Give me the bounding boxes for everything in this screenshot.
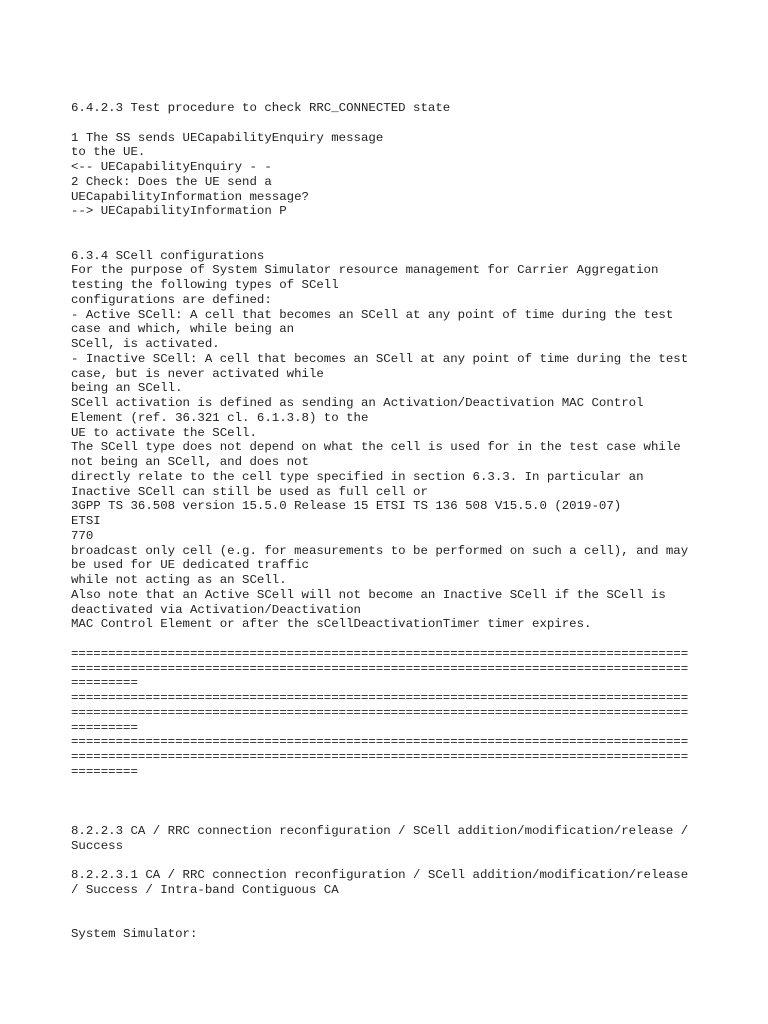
section-heading: / Success / Intra-band Contiguous CA	[71, 882, 339, 897]
text-line: Also note that an Active SCell will not become an Inactive SCell if the SCell is	[71, 587, 666, 602]
page-header-line: ETSI	[71, 514, 101, 528]
separator-line: ===================================================================================	[71, 661, 689, 676]
text-line: testing the following types of SCell	[71, 278, 339, 292]
blank-line	[71, 794, 711, 809]
separator-line: =========	[71, 764, 138, 779]
blank-line	[71, 116, 711, 131]
text-line: case and which, while being an	[71, 322, 295, 337]
text-line: be used for UE dedicated traffic	[71, 558, 309, 573]
blank-line	[71, 632, 711, 647]
text-line: UECapabilityInformation message?	[71, 189, 309, 204]
text-line: --> UECapabilityInformation P	[71, 204, 287, 219]
separator-line: =========	[71, 676, 138, 691]
separator-line: ===================================================================================	[71, 750, 689, 764]
text-line: - Inactive SCell: A cell that becomes an SCell at any point of time during the test	[71, 351, 689, 366]
text-line: Inactive SCell can still be used as full cell or	[71, 484, 428, 499]
text-line: The SCell type does not depend on what the cell is used for in the test case while	[71, 440, 681, 455]
section-heading: Success	[71, 838, 124, 853]
section-heading: 6.4.2.3 Test procedure to check RRC_CONNECTED state	[71, 101, 451, 115]
text-line: SCell activation is defined as sending an Activation/Deactivation MAC Control	[71, 396, 644, 410]
text-line: configurations are defined:	[71, 292, 272, 307]
text-line: UE to activate the SCell.	[71, 425, 257, 440]
text-line: MAC Control Element or after the sCellDeactivationTimer timer expires.	[71, 617, 592, 632]
section-heading: 8.2.2.3 CA / RRC connection reconfiguration / SCell addition/modification/release /	[71, 823, 689, 838]
text-line: directly relate to the cell type specified in section 6.3.3. In particular an	[71, 469, 644, 484]
text-line: to the UE.	[71, 145, 146, 160]
text-line: while not acting as an SCell.	[71, 573, 287, 587]
blank-line	[71, 853, 711, 868]
text-line: 2 Check: Does the UE send a	[71, 174, 272, 189]
text-line: not being an SCell, and does not	[71, 455, 309, 469]
blank-line	[71, 898, 711, 913]
separator-line: =========	[71, 720, 138, 735]
text-line: SCell, is activated.	[71, 337, 220, 351]
text-line: System Simulator:	[71, 927, 198, 941]
text-line: deactivated via Activation/Deactivation	[71, 602, 361, 617]
text-line: - Active SCell: A cell that becomes an SCell at any point of time during the test	[71, 307, 674, 322]
separator-line: ===================================================================================	[71, 735, 689, 750]
separator-line: ===================================================================================	[71, 646, 689, 661]
blank-line	[71, 912, 711, 927]
text-line: 1 The SS sends UECapabilityEnquiry message	[71, 130, 384, 145]
separator-line: ===================================================================================	[71, 705, 689, 720]
page-header-line: 3GPP TS 36.508 version 15.5.0 Release 15 ETSI TS 136 508 V15.5.0 (2019-07)	[71, 499, 622, 514]
text-line: case, but is never activated while	[71, 366, 324, 381]
text-line: Element (ref. 36.321 cl. 6.1.3.8) to the	[71, 410, 369, 425]
page-number: 770	[71, 528, 94, 543]
text-line: broadcast only cell (e.g. for measurements to be performed on such a cell), and may	[71, 543, 689, 558]
section-heading: 6.3.4 SCell configurations	[71, 248, 265, 263]
blank-line	[71, 219, 711, 234]
text-line: For the purpose of System Simulator resource management for Carrier Aggregation	[71, 263, 659, 278]
blank-line	[71, 234, 711, 249]
section-heading: 8.2.2.3.1 CA / RRC connection reconfiguration / SCell addition/modification/release	[71, 868, 689, 882]
document-text	[71, 101, 711, 942]
blank-line	[71, 809, 711, 824]
separator-line: ===================================================================================	[71, 691, 689, 705]
blank-line	[71, 780, 711, 795]
text-line: being an SCell.	[71, 381, 183, 396]
text-line: <-- UECapabilityEnquiry - -	[71, 160, 272, 174]
